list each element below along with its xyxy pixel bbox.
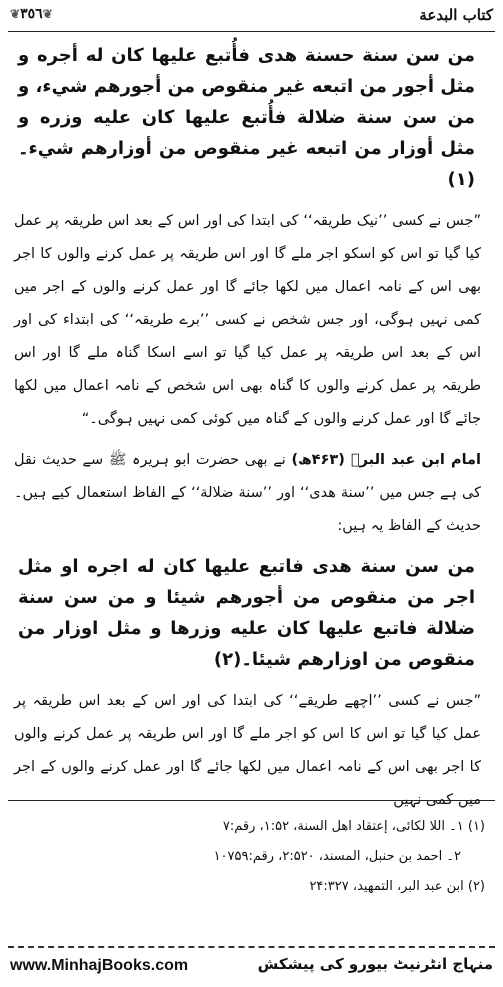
footnote-1b: ۲۔ احمد بن حنبل، المسند، ۲:۵۲۰، رقم:۱۰۷۵۹ [213,849,461,864]
header-divider [8,31,495,32]
footnotes [14,812,489,902]
footnote-2: (۲) ابن عبد البر، التمهيد، ۲۴:۳۲۷ [309,879,485,894]
ornament-icon: ❦ [42,7,53,21]
footnote-1: (۱) ۱۔ اللا لكائی، إعتقاد اهل السنة، ۱:۵۲، رقم:۷ [222,819,485,834]
page-number-text: ٣٥٦ [20,6,43,22]
presenter-credit: منہاج انٹرنیٹ بیورو کی پیشکش [257,955,493,973]
footnote-divider [8,800,495,801]
page-footer [10,955,493,981]
book-title: كتاب البدعة [419,6,493,24]
footer-divider [8,946,495,948]
urdu-translation-1: ”جس نے کسی ’’نیک طریقہ‘‘ کی ابتدا کی اور اس کے بعد اس طریقہ پر عمل کیا گیا تو اس کو اسکو اجر ملے گا اور اس طریقہ پر عمل کرنے والوں کا اجر بھی اس کے نامہ اعمال میں لکھا جائے گا اور عمل کرنے والوں کے اجر میں کمی نہیں ہوگی، اور جس شخص نے کسی ’’برے طریقہ‘‘ کی ابتداء کی اور اس کے بعد اس طریقہ پر عمل کیا گیا تو اسے اسکا گناہ ملے گا اور اس طریقہ پر عمل کرنے والوں کا گناہ بھی اس شخص کے نامہ اعمال میں لکھا جائے گا اور عمل کرنے والوں کے گناہ میں کوئی کمی نہیں ہوگی۔“ [14,213,481,427]
website-link[interactable]: www.MinhajBooks.com [10,957,189,974]
narrative-paragraph [14,444,487,543]
ornament-icon: ❦ [10,7,21,21]
arabic-hadith-1: من سن سنة حسنة هدى فأُتبع عليها كان له أجره و مثل أجور من اتبعه غير منقوص من أجورهم شيء، و من سن سنة ضلالة فأُتبع عليها كان عليه وزره و مثل أوزار من اتبعه غير منقوص من أوزارهم شيء۔(۱) [18,45,475,190]
page-number [10,6,53,22]
imam-name: امام ابن عبد البرؒ (۴۶۳ھ) [291,452,482,468]
arabic-hadith-2: من سن سنة هدى فاتبع عليها كان له اجره او مثل اجر من منقوص من أجورهم شيئا و من سن سنة ضلالة فاتبع عليها كان عليه وزرها و مثل اوزار من منقوص من اوزارهم شيئا۔(۲) [18,556,475,670]
page-header [10,4,493,30]
page-body [14,40,487,825]
urdu-translation-2: ”جس نے کسی ’’اچھے طریقے‘‘ کی ابتدا کی اور اس کے بعد اس طریقہ پر عمل کیا گیا تو اس کا اس کو اجر ملے گا اور اس طریقہ پر عمل کرنے والوں کا اجر بھی اس کے نامہ اعمال میں لکھا جائے گا اور عمل کرنے والوں کے اجر میں کمی نہیں [14,693,481,808]
narrative-text: نے بھی حضرت ابو ہریرہ ﷺ سے حدیث نقل کی ہے جس میں ’’سنة هدى‘‘ اور ’’سنة ضلالة‘‘ کے الفاظ استعمال کیے ہیں۔ حدیث کے الفاظ یہ ہیں: [14,452,481,534]
